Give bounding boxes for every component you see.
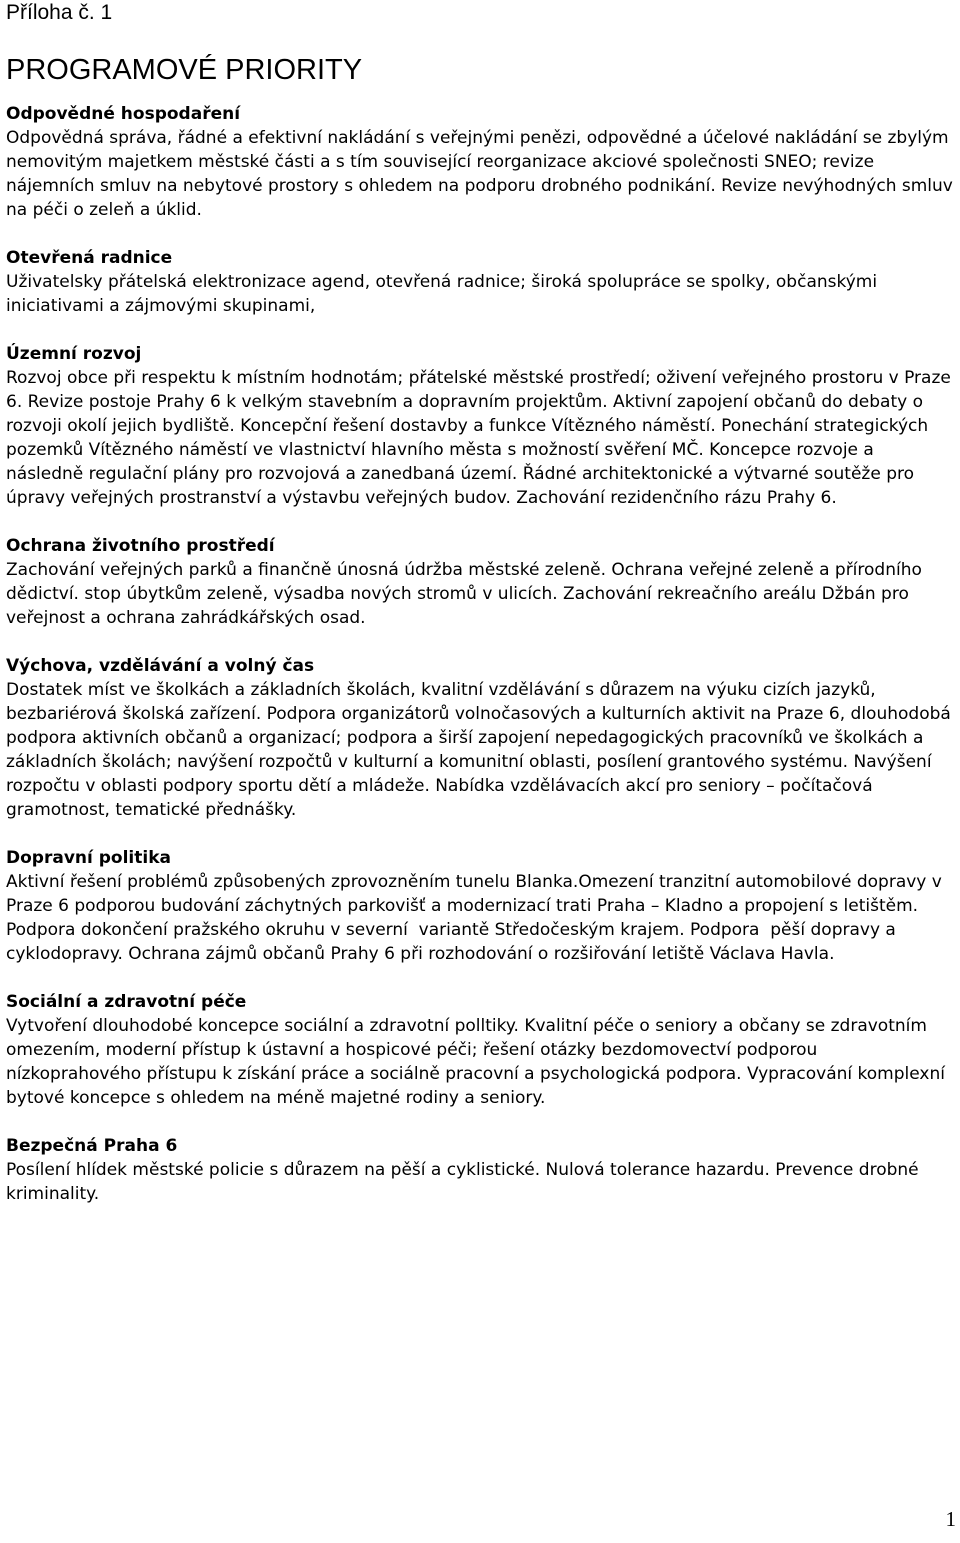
section-heading: Sociální a zdravotní péče xyxy=(6,992,247,1012)
section-text: Dostatek míst ve školkách a základních školách, kvalitní vzdělávání s důrazem na výuku cizích jazyků, bezbariérová školská zařízení. Podpora organizátorů volnočasových a kulturních aktivit na Praze 6, dlouhodobá podpora aktivních občanů a organizací; podpora a širší zapojení nepedagogických pracovníků ve školkách a základních školách; navýšení rozpočtů v kulturní a komunitní oblasti, posílení grantového systému. Navýšení rozpočtu v oblasti podpory sportu dětí a mládeže. Nabídka vzdělávacích akcí pro seniory – počítačová gramotnost, tematické přednášky. xyxy=(6,680,957,820)
section-ochrana-zivotniho-prostredi xyxy=(6,534,956,630)
section-text: Uživatelsky přátelská elektronizace agend, otevřená radnice; široká spolupráce se spolky, občanskými iniciativami a zájmovými skupinami, xyxy=(6,272,883,316)
section-text: Vytvoření dlouhodobé koncepce sociální a zdravotní polltiky. Kvalitní péče o seniory a občany se zdravotním omezením, moderní přístup k ústavní a hospicové péči; řešení otázky bezdomovectví podporou nízkoprahového přístupu k získání práce a sociálně pracovní a psychologická podpora. Vypracování komplexní bytové koncepce s ohledem na méně majetné rodiny a seniory. xyxy=(6,1016,951,1108)
section-heading: Ochrana životního prostředí xyxy=(6,536,275,556)
section-heading: Výchova, vzdělávání a volný čas xyxy=(6,656,315,676)
document-title: PROGRAMOVÉ PRIORITY xyxy=(6,54,363,86)
section-bezpecna-praha xyxy=(6,1134,956,1206)
appendix-label: Příloha č. 1 xyxy=(6,1,113,24)
document-page xyxy=(6,0,959,1206)
section-otevrena-radnice xyxy=(6,246,956,318)
section-text: Zachování veřejných parků a finančně únosná údržba městské zeleně. Ochrana veřejné zeleně a přírodního dědictví. stop úbytkům zeleně, výsadba nových stromů v ulicích. Zachování rekreačního areálu Džbán pro veřejnost a ochrana zahrádkářských osad. xyxy=(6,560,928,628)
section-heading: Územní rozvoj xyxy=(6,344,142,364)
section-heading: Bezpečná Praha 6 xyxy=(6,1136,178,1156)
page-number: 1 xyxy=(945,1507,956,1531)
section-uzemni-rozvoj xyxy=(6,342,956,510)
section-text: Posílení hlídek městské policie s důrazem na pěší a cyklistické. Nulová tolerance hazardu. Prevence drobné kriminality. xyxy=(6,1160,925,1204)
section-odpovedne-hospodareni xyxy=(6,102,959,222)
section-dopravni-politika xyxy=(6,846,956,966)
section-heading: Odpovědné hospodaření xyxy=(6,104,241,124)
section-text: Rozvoj obce při respektu k místním hodnotám; přátelské městské prostředí; oživení veřejného prostoru v Praze 6. Revize postoje Prahy 6 k velkým stavebním a dopravním projektům. Aktivní zapojení občanů do debaty o rozvoji okolí jejich bydliště. Koncepční řešení dostavby a funkce Vítězného náměstí. Ponechání strategických pozemků Vítězného náměstí ve vlastnictví hlavního města s možností svěření MČ. Koncepce rozvoje a následně regulační plány pro rozvojová a zanedbaná území. Řádné architektonické a výtvarné soutěže pro úpravy veřejných prostranství a výstavbu veřejných budov. Zachování rezidenčního rázu Prahy 6. xyxy=(6,368,957,508)
section-socialni-zdravotni-pece xyxy=(6,990,956,1110)
section-text: Aktivní řešení problémů způsobených zprovozněním tunelu Blanka.Omezení tranzitní automobilové dopravy v Praze 6 podporou budování záchytných parkovišť a modernizací trati Praha – Kladno a propojení s letištěm. Podpora dokončení pražského okruhu v severní variantě Středočeským krajem. Podpora pěší dopravy a cyklodopravy. Ochrana zájmů občanů Prahy 6 při rozhodování o rozšiřování letiště Václava Havla. xyxy=(6,872,948,964)
section-text: Odpovědná správa, řádné a efektivní nakládání s veřejnými penězi, odpovědné a účelové nakládání se zbylým nemovitým majetkem městské části a s tím související reorganizace akciové společnosti SNEO; revize nájemních smluv na nebytové prostory s ohledem na podporu drobného podnikání. Revize nevýhodných smluv na péči o zeleň a úklid. xyxy=(6,128,959,220)
section-heading: Dopravní politika xyxy=(6,848,171,868)
section-heading: Otevřená radnice xyxy=(6,248,173,268)
section-vychova-vzdelavani xyxy=(6,654,956,822)
